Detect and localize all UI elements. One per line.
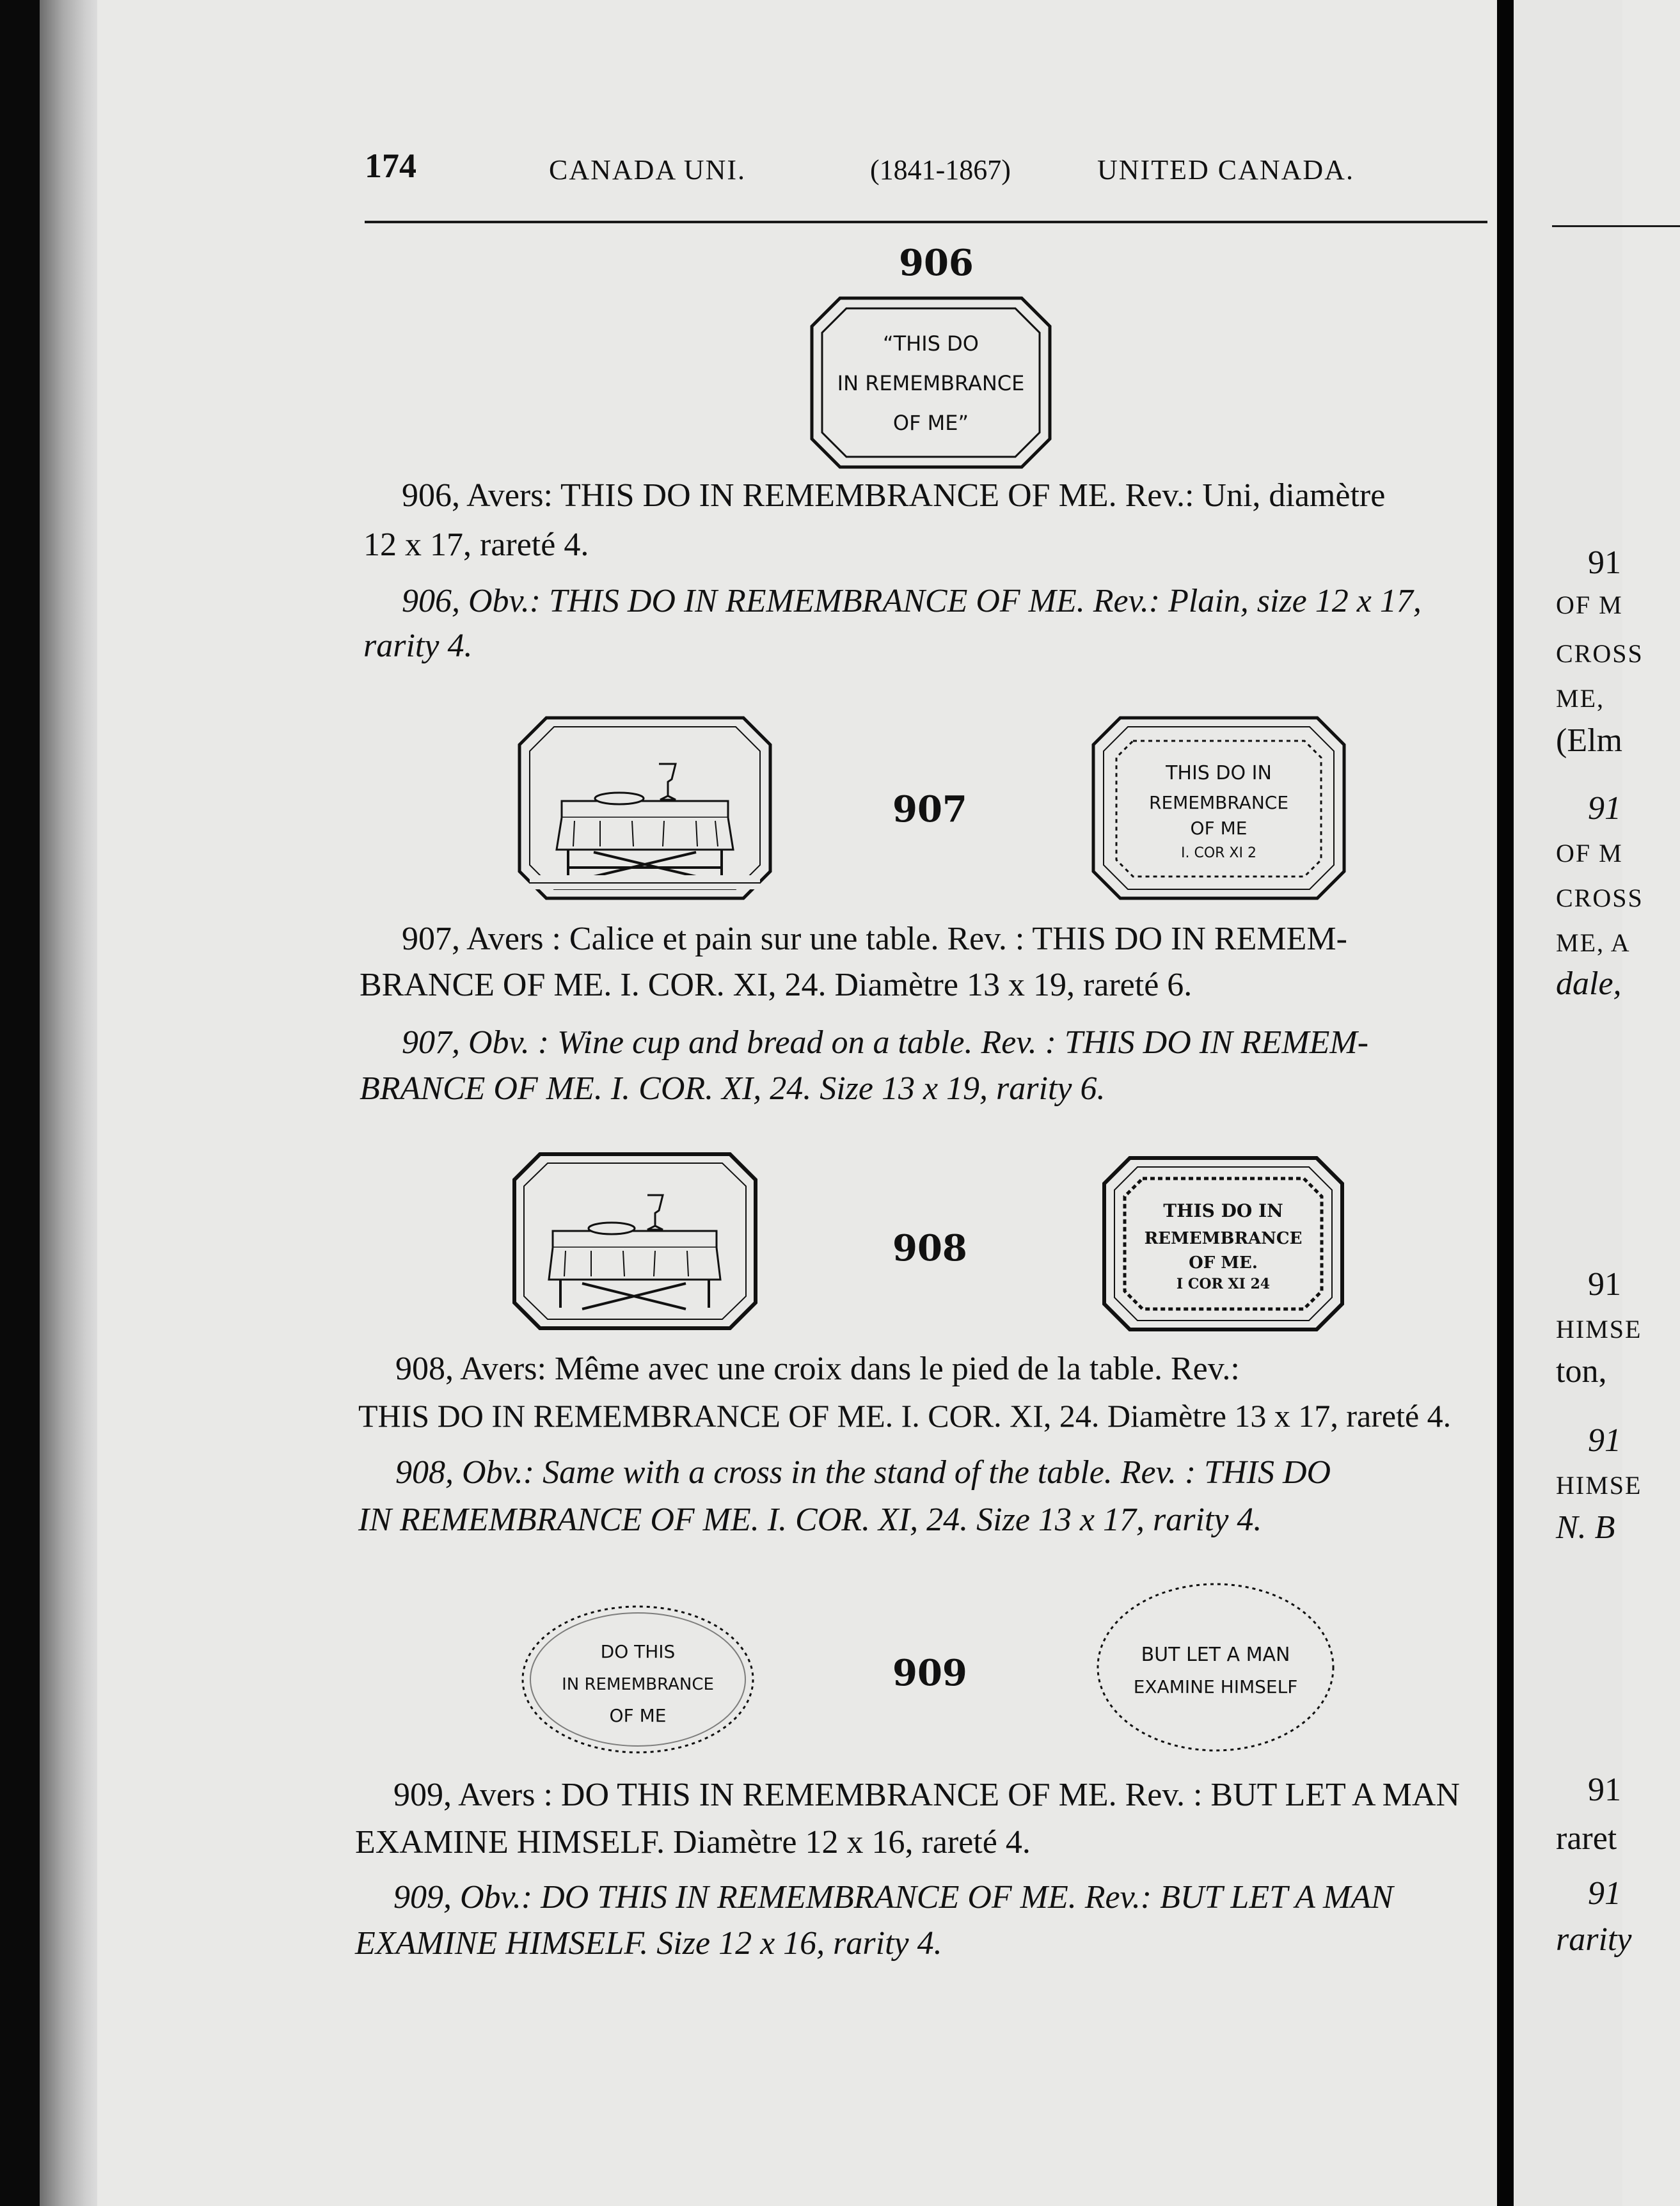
token-909-reverse-line-2: EXAMINE HIMSELF xyxy=(1133,1676,1298,1697)
token-908-obverse-illustration xyxy=(512,1152,758,1331)
next-page-fragment: HIMSE xyxy=(1556,1471,1642,1500)
token-906-line-2: IN REMEMBRANCE xyxy=(837,371,1025,395)
entry-909-french-line-2: EXAMINE HIMSELF. Diamètre 12 x 16, rareté 4. xyxy=(355,1824,1031,1861)
next-page-edge xyxy=(1514,0,1644,2206)
entry-907-english-line-2: BRANCE OF ME. I. COR. XI, 24. Size 13 x 19, rarity 6. xyxy=(360,1070,1105,1107)
entry-908-french-line-1: 908, Avers: Même avec une croix dans le pied de la table. Rev.: xyxy=(395,1351,1240,1387)
entry-907-number: 907 xyxy=(892,788,967,830)
entry-906-english-line-1: 906, Obv.: THIS DO IN REMEMBRANCE OF ME. Rev.: Plain, size 12 x 17, xyxy=(402,583,1422,619)
token-907-line-3: OF ME xyxy=(1190,818,1248,839)
token-908-line-2: REMEMBRANCE xyxy=(1144,1229,1303,1248)
token-907-line-1: THIS DO IN xyxy=(1166,762,1272,784)
token-909-obverse-line-3: OF ME xyxy=(609,1705,667,1726)
next-page-fragment: ME, A xyxy=(1556,928,1631,957)
header-rule xyxy=(365,221,1487,223)
entry-909-number: 909 xyxy=(892,1652,967,1694)
token-907-line-4: I. COR XI 2 xyxy=(1181,845,1256,861)
next-page-fragment: N. B xyxy=(1556,1509,1615,1546)
next-page-fragment: 91 xyxy=(1588,1266,1621,1303)
next-page-fragment: 91 xyxy=(1588,1422,1621,1459)
header-right: UNITED CANADA. xyxy=(1097,154,1354,186)
entry-908-english-line-1: 908, Obv.: Same with a cross in the stand of the table. Rev. : THIS DO xyxy=(395,1454,1331,1491)
next-page-fragment: ton, xyxy=(1556,1353,1607,1390)
token-909-obverse-illustration xyxy=(519,1603,756,1756)
entry-909-english-line-2: EXAMINE HIMSELF. Size 12 x 16, rarity 4. xyxy=(355,1925,942,1962)
next-page-fragment: 91 xyxy=(1588,790,1621,827)
token-906-illustration xyxy=(809,296,1052,470)
next-page-fragment: OF M xyxy=(1556,591,1623,619)
entry-906-french-line-1: 906, Avers: THIS DO IN REMEMBRANCE OF ME. Rev.: Uni, diamètre xyxy=(402,477,1386,514)
token-908-line-4: I COR XI 24 xyxy=(1176,1276,1271,1292)
next-page-fragment: ME, xyxy=(1556,684,1605,713)
book-gutter xyxy=(1497,0,1514,2206)
entry-906-english-line-2: rarity 4. xyxy=(363,628,473,664)
token-908-line-3: OF ME. xyxy=(1189,1253,1258,1273)
next-page-fragment: rarity xyxy=(1556,1921,1632,1958)
token-909-obverse-line-1: DO THIS xyxy=(600,1641,676,1662)
token-909-obverse-line-2: IN REMEMBRANCE xyxy=(562,1675,714,1694)
token-909-reverse-illustration xyxy=(1094,1580,1337,1754)
header-center: (1841-1867) xyxy=(870,154,1011,186)
next-page-fragment: dale, xyxy=(1556,965,1622,1002)
entry-909-english-line-1: 909, Obv.: DO THIS IN REMEMBRANCE OF ME. Rev.: BUT LET A MAN xyxy=(393,1879,1393,1916)
entry-907-english-line-1: 907, Obv. : Wine cup and bread on a table. Rev. : THIS DO IN REMEM- xyxy=(402,1024,1369,1061)
next-page-fragment: HIMSE xyxy=(1556,1315,1642,1344)
token-907-line-2: REMEMBRANCE xyxy=(1148,792,1289,813)
scan-edge-gray xyxy=(40,0,97,2206)
token-907-reverse-illustration xyxy=(1091,715,1347,901)
entry-907-french-line-1: 907, Avers : Calice et pain sur une table. Rev. : THIS DO IN REMEM- xyxy=(402,921,1347,957)
next-page-fragment: 91 xyxy=(1588,544,1621,581)
token-909-reverse-line-1: BUT LET A MAN xyxy=(1141,1644,1290,1666)
next-page-fragment: CROSS xyxy=(1556,639,1644,668)
entry-907-french-line-2: BRANCE OF ME. I. COR. XI, 24. Diamètre 13 x 19, rareté 6. xyxy=(360,967,1193,1003)
entry-906-french-line-2: 12 x 17, rareté 4. xyxy=(363,527,589,563)
entry-908-english-line-2: IN REMEMBRANCE OF ME. I. COR. XI, 24. Size 13 x 17, rarity 4. xyxy=(358,1502,1262,1538)
next-page-fragment: 91 xyxy=(1588,1772,1621,1808)
next-page-fragment: raret xyxy=(1556,1820,1617,1857)
token-906-line-3: OF ME” xyxy=(892,411,969,435)
scan-edge-dark xyxy=(0,0,40,2206)
entry-908-french-line-2: THIS DO IN REMEMBRANCE OF ME. I. COR. XI, 24. Diamètre 13 x 17, rareté 4. xyxy=(358,1398,1452,1434)
token-908-line-1: THIS DO IN xyxy=(1163,1200,1283,1221)
entry-908-number: 908 xyxy=(892,1227,967,1269)
token-908-reverse-illustration xyxy=(1102,1155,1345,1332)
header-left: CANADA UNI. xyxy=(549,154,746,186)
entry-906-number: 906 xyxy=(899,242,974,284)
entry-909-french-line-1: 909, Avers : DO THIS IN REMEMBRANCE OF ME. Rev. : BUT LET A MAN xyxy=(393,1777,1460,1813)
token-906-line-1: “THIS DO xyxy=(883,331,979,356)
next-page-fragment: CROSS xyxy=(1556,884,1644,912)
next-page-rule xyxy=(1552,225,1680,227)
next-page-fragment: OF M xyxy=(1556,839,1623,868)
page-number: 174 xyxy=(365,147,416,185)
next-page-fragment: 91 xyxy=(1588,1875,1621,1912)
next-page-fragment: (Elm xyxy=(1556,722,1622,759)
token-907-obverse-illustration xyxy=(517,715,773,901)
